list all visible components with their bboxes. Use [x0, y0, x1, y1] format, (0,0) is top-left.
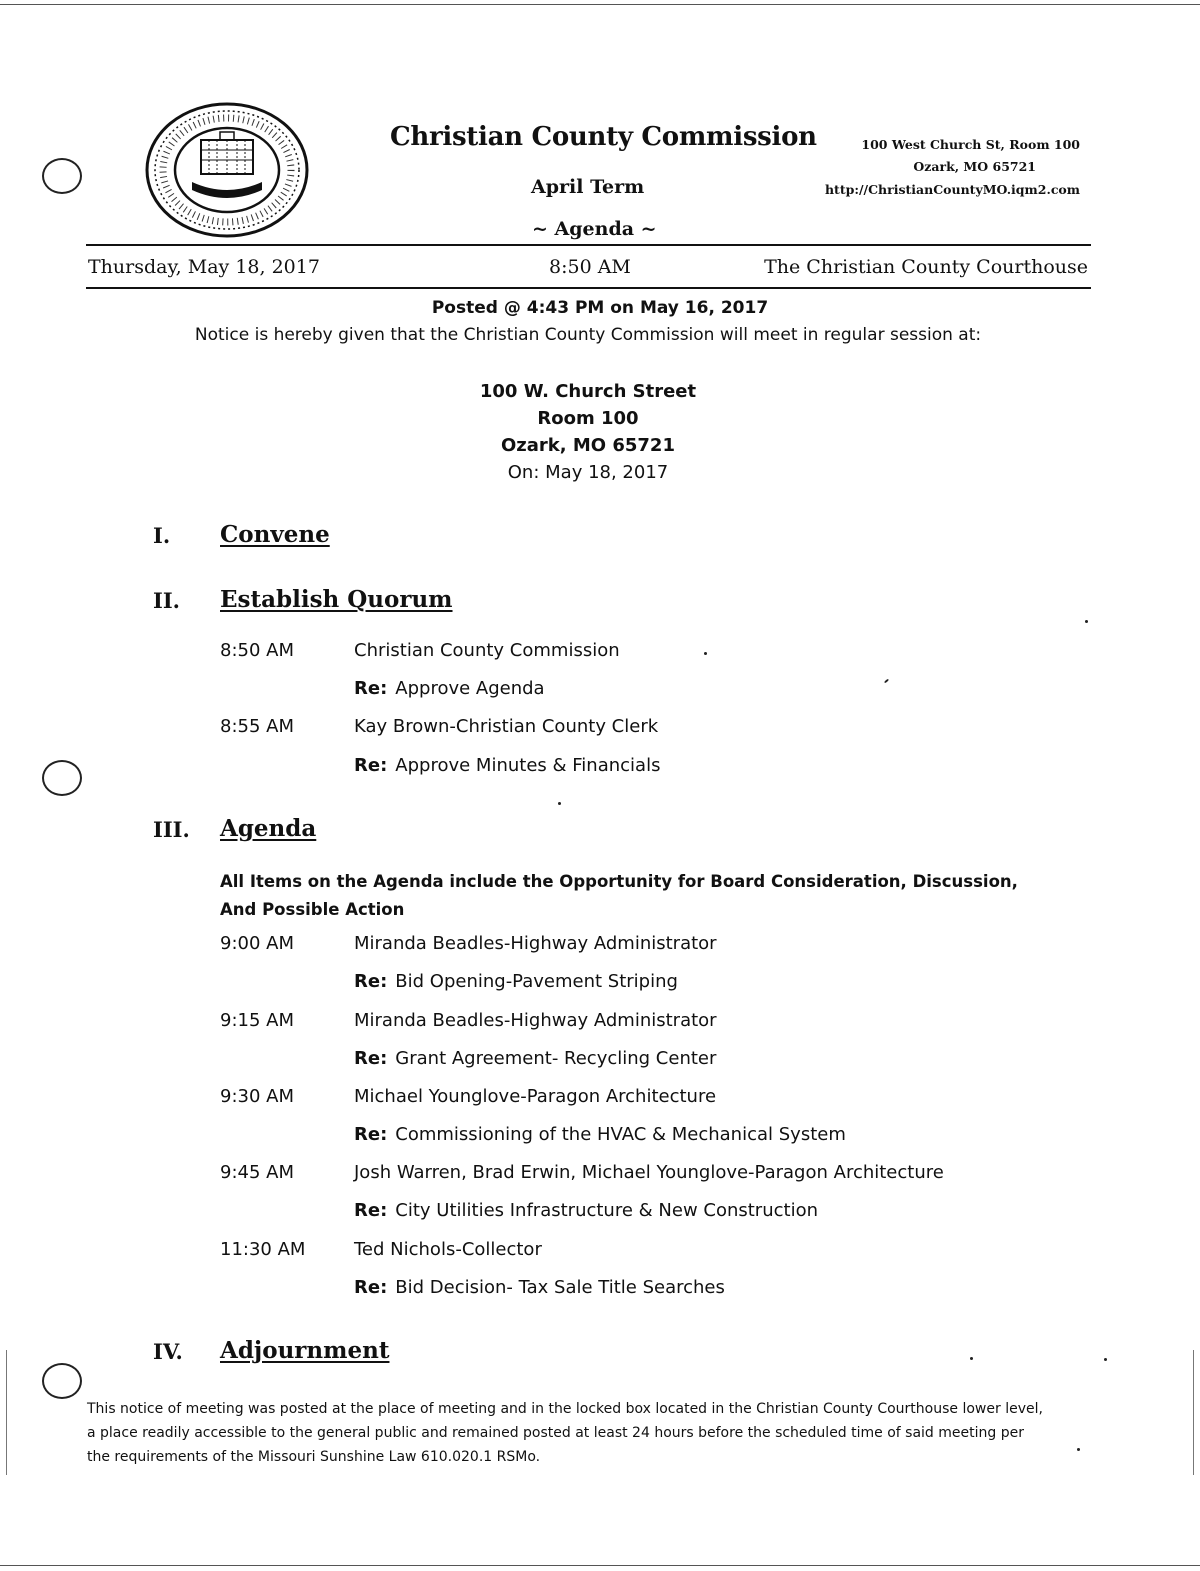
meeting-time: 8:50 AM — [549, 256, 631, 278]
re-text: Grant Agreement- Recycling Center — [395, 1048, 717, 1069]
header-rule-top — [86, 244, 1091, 246]
re-label: Re: — [354, 1277, 388, 1298]
scan-speck — [558, 802, 561, 805]
quorum-item-presenter: Christian County Commission — [354, 640, 620, 661]
re-label: Re: — [354, 1200, 388, 1221]
agenda-item-re — [354, 1124, 846, 1145]
top-scan-edge — [0, 4, 1200, 5]
section-number-agenda: III. — [153, 817, 190, 842]
re-text: Approve Agenda — [395, 678, 545, 699]
agenda-item-re — [354, 1200, 818, 1221]
agenda-item-time: 9:00 AM — [220, 933, 294, 954]
meeting-place: The Christian County Courthouse — [764, 256, 1088, 278]
agenda-item-re — [354, 971, 678, 992]
scan-speck — [884, 679, 889, 684]
location-city: Ozark, MO 65721 — [501, 435, 675, 456]
agenda-heading: ~ Agenda ~ — [532, 218, 657, 240]
agenda-item-re — [354, 1277, 725, 1298]
re-text: Commissioning of the HVAC & Mechanical System — [395, 1124, 846, 1145]
scan-speck — [1104, 1358, 1107, 1361]
quorum-item-time: 8:55 AM — [220, 716, 294, 737]
quorum-item-re — [354, 755, 660, 776]
quorum-item-time: 8:50 AM — [220, 640, 294, 661]
re-text: City Utilities Infrastructure & New Construction — [395, 1200, 818, 1221]
county-seal-icon — [144, 102, 310, 238]
scan-speck — [1085, 620, 1088, 623]
term-label: April Term — [531, 176, 645, 198]
re-text: Bid Decision- Tax Sale Title Searches — [395, 1277, 725, 1298]
scan-speck — [970, 1357, 973, 1360]
agenda-item-time: 9:45 AM — [220, 1162, 294, 1183]
agenda-item-presenter: Michael Younglove-Paragon Architecture — [354, 1086, 717, 1107]
re-text: Approve Minutes & Financials — [395, 755, 661, 776]
scan-speck — [1077, 1448, 1080, 1451]
binder-hole-middle — [42, 760, 82, 796]
section-title-adjournment: Adjournment — [220, 1337, 390, 1364]
agenda-item-time: 9:15 AM — [220, 1010, 294, 1031]
left-scan-mark — [6, 1350, 7, 1475]
section-number-adjournment: IV. — [153, 1339, 183, 1364]
agenda-item-presenter: Miranda Beadles-Highway Administrator — [354, 1010, 717, 1031]
location-street: 100 W. Church Street — [479, 381, 697, 402]
agenda-item-re — [354, 1048, 716, 1069]
quorum-item-presenter: Kay Brown-Christian County Clerk — [354, 716, 659, 737]
re-label: Re: — [354, 1048, 388, 1069]
right-scan-mark — [1193, 1350, 1194, 1475]
section-number-quorum: II. — [153, 588, 180, 613]
location-date: On: May 18, 2017 — [507, 462, 669, 483]
website-link[interactable]: http://ChristianCountyMO.iqm2.com — [824, 182, 1080, 197]
re-text: Bid Opening-Pavement Striping — [395, 971, 678, 992]
quorum-item-re — [354, 678, 545, 699]
location-room: Room 100 — [537, 408, 639, 429]
re-label: Re: — [354, 755, 388, 776]
page-title: Christian County Commission — [390, 122, 817, 152]
section-title-agenda: Agenda — [220, 815, 317, 842]
agenda-item-presenter: Ted Nichols-Collector — [354, 1239, 542, 1260]
re-label: Re: — [354, 971, 388, 992]
section-number-convene: I. — [153, 523, 171, 548]
agenda-item-time: 9:30 AM — [220, 1086, 294, 1107]
address-line-1: 100 West Church St, Room 100 — [861, 137, 1080, 152]
agenda-item-time: 11:30 AM — [220, 1239, 306, 1260]
meeting-date: Thursday, May 18, 2017 — [88, 256, 320, 278]
notice-text: Notice is hereby given that the Christian County Commission will meet in regular session at: — [194, 325, 982, 345]
posted-notice: Posted @ 4:43 PM on May 16, 2017 — [431, 298, 769, 318]
binder-hole-top — [42, 158, 82, 194]
section-title-quorum: Establish Quorum — [220, 586, 453, 613]
address-line-2: Ozark, MO 65721 — [913, 159, 1036, 174]
bottom-scan-edge — [0, 1565, 1200, 1566]
agenda-item-presenter: Miranda Beadles-Highway Administrator — [354, 933, 717, 954]
section-title-convene: Convene — [220, 521, 330, 548]
footer-notice: This notice of meeting was posted at the place of meeting and in the locked box located in the Christian County Courthouse lower level, a place readily accessible to the general public and remained posted at least 24 hours before the scheduled time of said meeting per the requirements of the Missouri Sunshine Law 610.020.1 RSMo. — [87, 1401, 1043, 1465]
re-label: Re: — [354, 678, 388, 699]
re-label: Re: — [354, 1124, 388, 1145]
agenda-item-presenter: Josh Warren, Brad Erwin, Michael Younglove-Paragon Architecture — [354, 1162, 944, 1183]
scan-speck — [704, 652, 707, 655]
agenda-note: All Items on the Agenda include the Opportunity for Board Consideration, Discussion, And Possible Action — [220, 872, 1018, 919]
binder-hole-bottom — [42, 1363, 82, 1399]
header-rule-bottom — [86, 287, 1091, 289]
